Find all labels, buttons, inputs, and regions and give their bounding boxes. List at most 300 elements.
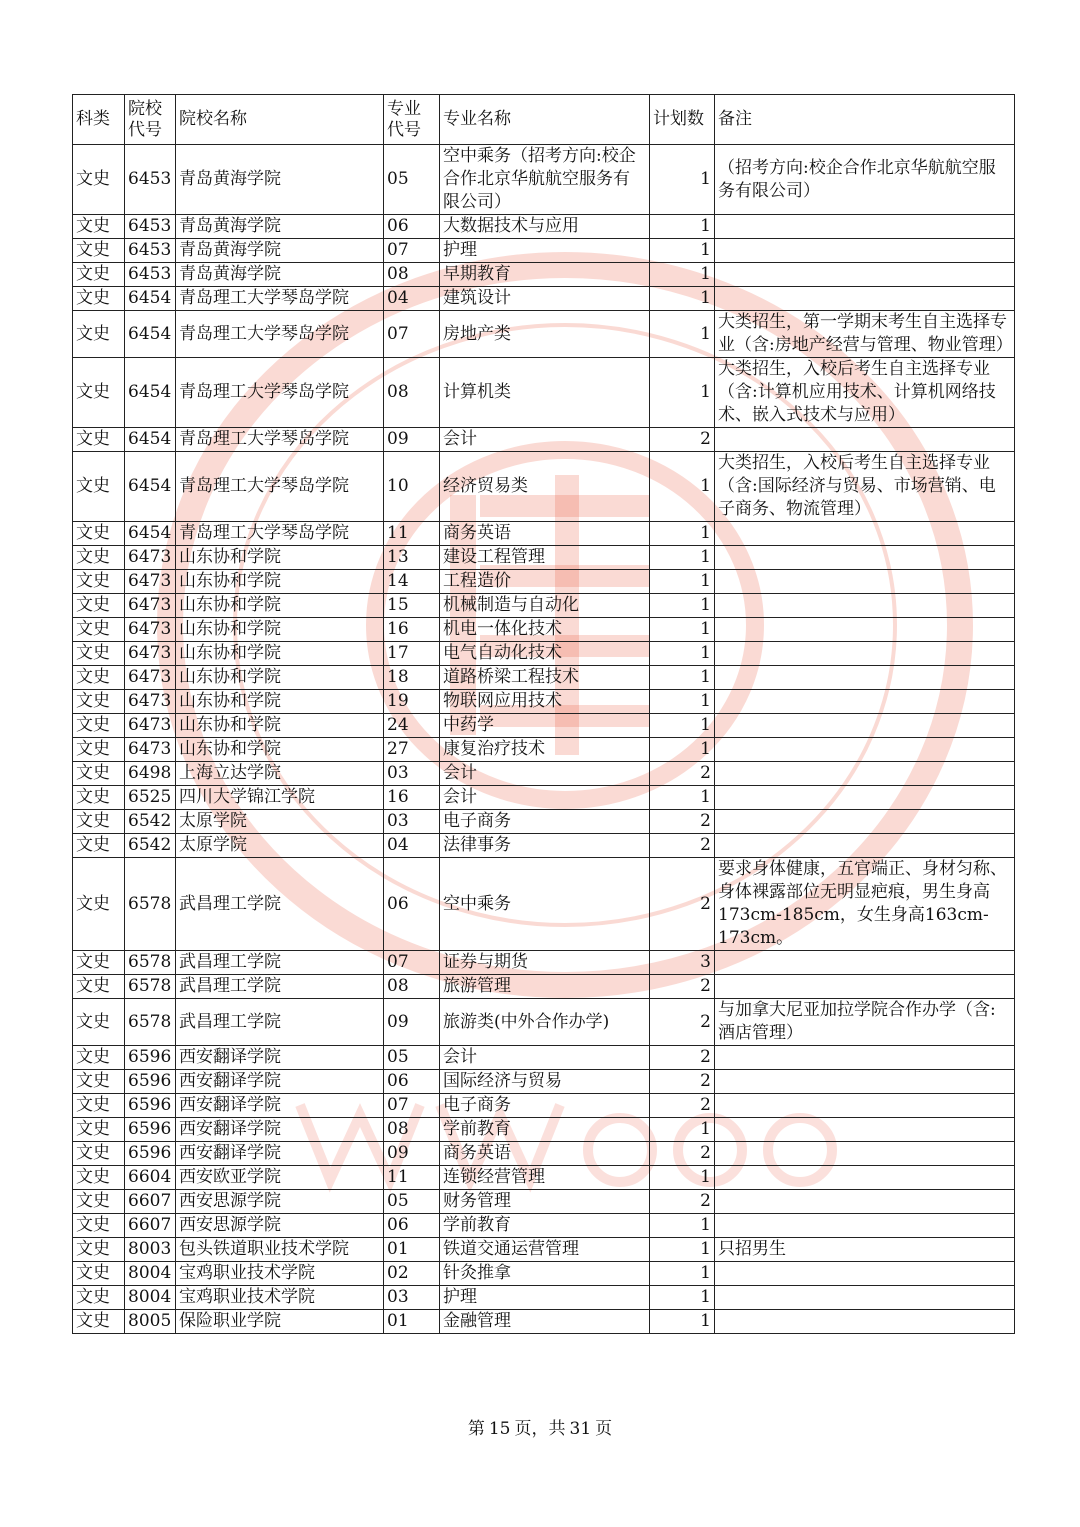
cell-major-name: 会计 <box>440 428 650 452</box>
header-major-code: 专业代号 <box>384 95 440 145</box>
cell-remarks <box>715 786 1015 810</box>
cell-category: 文史 <box>73 239 125 263</box>
cell-school-code: 6596 <box>125 1046 176 1070</box>
cell-major-code: 07 <box>384 1094 440 1118</box>
cell-category: 文史 <box>73 690 125 714</box>
cell-remarks <box>715 570 1015 594</box>
cell-category: 文史 <box>73 858 125 951</box>
cell-plan-count: 1 <box>650 690 715 714</box>
cell-school-name: 西安翻译学院 <box>176 1118 384 1142</box>
cell-major-code: 24 <box>384 714 440 738</box>
cell-remarks <box>715 762 1015 786</box>
cell-school-name: 包头铁道职业技术学院 <box>176 1238 384 1262</box>
cell-category: 文史 <box>73 263 125 287</box>
cell-school-code: 6473 <box>125 546 176 570</box>
cell-major-name: 建筑设计 <box>440 287 650 311</box>
cell-school-code: 6473 <box>125 618 176 642</box>
cell-category: 文史 <box>73 287 125 311</box>
cell-school-name: 山东协和学院 <box>176 690 384 714</box>
cell-major-code: 19 <box>384 690 440 714</box>
cell-major-name: 电子商务 <box>440 810 650 834</box>
cell-category: 文史 <box>73 618 125 642</box>
cell-major-name: 护理 <box>440 1286 650 1310</box>
table-row <box>73 145 1015 215</box>
cell-school-code: 6542 <box>125 834 176 858</box>
cell-plan-count: 1 <box>650 145 715 215</box>
table-row <box>73 594 1015 618</box>
table-row <box>73 1190 1015 1214</box>
cell-category: 文史 <box>73 1310 125 1334</box>
cell-school-code: 6578 <box>125 975 176 999</box>
cell-remarks: 要求身体健康，五官端正、身材匀称、身体裸露部位无明显疤痕，男生身高173cm-185cm，女生身高163cm-173cm。 <box>715 858 1015 951</box>
table-row <box>73 452 1015 522</box>
cell-school-name: 青岛理工大学琴岛学院 <box>176 287 384 311</box>
cell-school-name: 山东协和学院 <box>176 594 384 618</box>
cell-category: 文史 <box>73 546 125 570</box>
cell-major-name: 连锁经营管理 <box>440 1166 650 1190</box>
cell-remarks <box>715 1070 1015 1094</box>
table-row <box>73 714 1015 738</box>
cell-major-code: 06 <box>384 1070 440 1094</box>
table-row <box>73 1310 1015 1334</box>
table-row <box>73 1238 1015 1262</box>
cell-major-code: 06 <box>384 215 440 239</box>
cell-category: 文史 <box>73 452 125 522</box>
cell-remarks <box>715 239 1015 263</box>
cell-major-code: 07 <box>384 239 440 263</box>
cell-plan-count: 2 <box>650 834 715 858</box>
cell-plan-count: 1 <box>650 215 715 239</box>
cell-school-code: 6454 <box>125 358 176 428</box>
cell-major-code: 02 <box>384 1262 440 1286</box>
cell-school-name: 山东协和学院 <box>176 738 384 762</box>
cell-remarks <box>715 594 1015 618</box>
cell-major-name: 学前教育 <box>440 1118 650 1142</box>
cell-school-name: 宝鸡职业技术学院 <box>176 1286 384 1310</box>
page-footer <box>0 1414 1080 1439</box>
cell-school-code: 6578 <box>125 999 176 1046</box>
cell-school-code: 6473 <box>125 666 176 690</box>
cell-remarks <box>715 666 1015 690</box>
cell-school-name: 西安思源学院 <box>176 1214 384 1238</box>
cell-remarks: 大类招生，第一学期末考生自主选择专业（含:房地产经营与管理、物业管理） <box>715 311 1015 358</box>
cell-category: 文史 <box>73 1118 125 1142</box>
header-school-name: 院校名称 <box>176 95 384 145</box>
cell-major-name: 中药学 <box>440 714 650 738</box>
cell-school-code: 6607 <box>125 1190 176 1214</box>
cell-category: 文史 <box>73 594 125 618</box>
footer-suffix: 页 <box>595 1419 613 1439</box>
cell-major-name: 电气自动化技术 <box>440 642 650 666</box>
cell-remarks <box>715 810 1015 834</box>
cell-plan-count: 2 <box>650 1190 715 1214</box>
cell-plan-count: 1 <box>650 618 715 642</box>
header-remarks: 备注 <box>715 95 1015 145</box>
cell-major-name: 空中乘务 <box>440 858 650 951</box>
cell-plan-count: 1 <box>650 1262 715 1286</box>
cell-school-code: 6454 <box>125 522 176 546</box>
cell-major-name: 物联网应用技术 <box>440 690 650 714</box>
cell-major-name: 旅游管理 <box>440 975 650 999</box>
cell-remarks: 大类招生，入校后考生自主选择专业（含:国际经济与贸易、市场营销、电子商务、物流管理） <box>715 452 1015 522</box>
cell-school-code: 6525 <box>125 786 176 810</box>
cell-school-code: 8004 <box>125 1262 176 1286</box>
table-row <box>73 570 1015 594</box>
table-row <box>73 239 1015 263</box>
cell-remarks <box>715 1118 1015 1142</box>
cell-category: 文史 <box>73 570 125 594</box>
cell-remarks <box>715 975 1015 999</box>
cell-major-name: 机电一体化技术 <box>440 618 650 642</box>
table-row <box>73 762 1015 786</box>
cell-major-name: 会计 <box>440 1046 650 1070</box>
cell-major-code: 06 <box>384 858 440 951</box>
cell-major-name: 电子商务 <box>440 1094 650 1118</box>
cell-remarks <box>715 263 1015 287</box>
cell-school-code: 6473 <box>125 738 176 762</box>
cell-school-code: 6498 <box>125 762 176 786</box>
table-row <box>73 858 1015 951</box>
table-row <box>73 358 1015 428</box>
cell-remarks <box>715 546 1015 570</box>
cell-major-name: 证券与期货 <box>440 951 650 975</box>
cell-plan-count: 2 <box>650 428 715 452</box>
cell-school-name: 山东协和学院 <box>176 546 384 570</box>
cell-major-code: 09 <box>384 428 440 452</box>
table-row <box>73 522 1015 546</box>
cell-remarks <box>715 951 1015 975</box>
table-row <box>73 666 1015 690</box>
cell-plan-count: 1 <box>650 642 715 666</box>
cell-remarks <box>715 1094 1015 1118</box>
cell-major-code: 08 <box>384 358 440 428</box>
cell-major-code: 11 <box>384 522 440 546</box>
header-category: 科类 <box>73 95 125 145</box>
cell-school-name: 山东协和学院 <box>176 642 384 666</box>
cell-plan-count: 1 <box>650 287 715 311</box>
cell-plan-count: 2 <box>650 975 715 999</box>
cell-plan-count: 1 <box>650 311 715 358</box>
cell-major-name: 会计 <box>440 762 650 786</box>
cell-major-name: 经济贸易类 <box>440 452 650 522</box>
cell-remarks <box>715 1166 1015 1190</box>
cell-major-name: 工程造价 <box>440 570 650 594</box>
cell-plan-count: 1 <box>650 786 715 810</box>
admission-plan-table <box>72 94 1015 1334</box>
cell-plan-count: 1 <box>650 452 715 522</box>
cell-major-name: 国际经济与贸易 <box>440 1070 650 1094</box>
table-row <box>73 1118 1015 1142</box>
cell-school-name: 青岛理工大学琴岛学院 <box>176 452 384 522</box>
cell-major-code: 03 <box>384 810 440 834</box>
cell-major-code: 15 <box>384 594 440 618</box>
cell-category: 文史 <box>73 975 125 999</box>
cell-major-code: 09 <box>384 1142 440 1166</box>
cell-major-code: 17 <box>384 642 440 666</box>
cell-major-name: 旅游类(中外合作办学) <box>440 999 650 1046</box>
cell-category: 文史 <box>73 1286 125 1310</box>
cell-category: 文史 <box>73 642 125 666</box>
cell-major-name: 针灸推拿 <box>440 1262 650 1286</box>
cell-category: 文史 <box>73 762 125 786</box>
cell-remarks <box>715 1262 1015 1286</box>
table-row <box>73 287 1015 311</box>
table-row <box>73 618 1015 642</box>
cell-school-code: 6607 <box>125 1214 176 1238</box>
cell-plan-count: 1 <box>650 594 715 618</box>
footer-prefix: 第 <box>467 1419 485 1439</box>
cell-remarks <box>715 642 1015 666</box>
cell-school-name: 山东协和学院 <box>176 570 384 594</box>
cell-remarks <box>715 1142 1015 1166</box>
cell-remarks <box>715 690 1015 714</box>
footer-total-pages: 31 <box>569 1419 592 1439</box>
cell-category: 文史 <box>73 1190 125 1214</box>
table-row <box>73 1070 1015 1094</box>
cell-school-name: 西安欧亚学院 <box>176 1166 384 1190</box>
cell-category: 文史 <box>73 951 125 975</box>
cell-major-name: 道路桥梁工程技术 <box>440 666 650 690</box>
cell-major-name: 大数据技术与应用 <box>440 215 650 239</box>
footer-middle: 页，共 <box>514 1419 566 1439</box>
cell-major-name: 房地产类 <box>440 311 650 358</box>
cell-school-name: 宝鸡职业技术学院 <box>176 1262 384 1286</box>
cell-remarks <box>715 1310 1015 1334</box>
table-row <box>73 642 1015 666</box>
cell-category: 文史 <box>73 834 125 858</box>
cell-school-code: 6578 <box>125 858 176 951</box>
cell-category: 文史 <box>73 1094 125 1118</box>
cell-school-code: 6473 <box>125 690 176 714</box>
cell-school-code: 6542 <box>125 810 176 834</box>
cell-school-name: 山东协和学院 <box>176 666 384 690</box>
cell-plan-count: 1 <box>650 1118 715 1142</box>
cell-remarks: 与加拿大尼亚加拉学院合作办学（含:酒店管理） <box>715 999 1015 1046</box>
cell-plan-count: 2 <box>650 810 715 834</box>
cell-major-name: 康复治疗技术 <box>440 738 650 762</box>
cell-plan-count: 1 <box>650 666 715 690</box>
cell-plan-count: 1 <box>650 546 715 570</box>
cell-major-name: 商务英语 <box>440 522 650 546</box>
cell-major-code: 16 <box>384 618 440 642</box>
cell-major-code: 07 <box>384 311 440 358</box>
cell-school-code: 6596 <box>125 1142 176 1166</box>
cell-remarks: 大类招生，入校后考生自主选择专业（含:计算机应用技术、计算机网络技术、嵌入式技术与应用） <box>715 358 1015 428</box>
cell-major-code: 13 <box>384 546 440 570</box>
table-row <box>73 999 1015 1046</box>
cell-school-code: 6454 <box>125 287 176 311</box>
table-row <box>73 215 1015 239</box>
table-header-row <box>73 95 1015 145</box>
cell-school-code: 8003 <box>125 1238 176 1262</box>
cell-category: 文史 <box>73 1214 125 1238</box>
cell-school-name: 上海立达学院 <box>176 762 384 786</box>
cell-category: 文史 <box>73 738 125 762</box>
cell-major-code: 05 <box>384 1046 440 1070</box>
cell-remarks <box>715 738 1015 762</box>
cell-school-name: 保险职业学院 <box>176 1310 384 1334</box>
cell-plan-count: 2 <box>650 1094 715 1118</box>
cell-plan-count: 1 <box>650 1286 715 1310</box>
cell-category: 文史 <box>73 215 125 239</box>
cell-school-name: 山东协和学院 <box>176 618 384 642</box>
cell-category: 文史 <box>73 1262 125 1286</box>
cell-remarks <box>715 1046 1015 1070</box>
cell-major-code: 04 <box>384 834 440 858</box>
cell-school-name: 山东协和学院 <box>176 714 384 738</box>
cell-school-code: 6596 <box>125 1118 176 1142</box>
cell-plan-count: 1 <box>650 1166 715 1190</box>
cell-plan-count: 1 <box>650 1238 715 1262</box>
cell-plan-count: 1 <box>650 358 715 428</box>
cell-major-name: 金融管理 <box>440 1310 650 1334</box>
cell-school-code: 6596 <box>125 1094 176 1118</box>
cell-category: 文史 <box>73 358 125 428</box>
cell-major-name: 法律事务 <box>440 834 650 858</box>
cell-major-code: 09 <box>384 999 440 1046</box>
footer-page-number: 15 <box>488 1419 511 1439</box>
cell-school-code: 6473 <box>125 714 176 738</box>
cell-remarks <box>715 1190 1015 1214</box>
cell-major-code: 27 <box>384 738 440 762</box>
cell-category: 文史 <box>73 714 125 738</box>
cell-remarks <box>715 1286 1015 1310</box>
cell-major-code: 11 <box>384 1166 440 1190</box>
cell-school-code: 6454 <box>125 452 176 522</box>
table-row <box>73 1262 1015 1286</box>
table-row <box>73 975 1015 999</box>
table-row <box>73 1094 1015 1118</box>
cell-school-name: 青岛黄海学院 <box>176 145 384 215</box>
cell-school-name: 西安翻译学院 <box>176 1094 384 1118</box>
cell-school-name: 青岛理工大学琴岛学院 <box>176 428 384 452</box>
cell-school-code: 6454 <box>125 428 176 452</box>
cell-major-code: 01 <box>384 1238 440 1262</box>
cell-major-code: 07 <box>384 951 440 975</box>
table-row <box>73 738 1015 762</box>
cell-school-code: 6473 <box>125 594 176 618</box>
table-row <box>73 951 1015 975</box>
cell-category: 文史 <box>73 999 125 1046</box>
cell-plan-count: 1 <box>650 1310 715 1334</box>
cell-major-name: 机械制造与自动化 <box>440 594 650 618</box>
cell-school-code: 6454 <box>125 311 176 358</box>
cell-plan-count: 1 <box>650 570 715 594</box>
cell-remarks <box>715 714 1015 738</box>
cell-major-code: 08 <box>384 975 440 999</box>
cell-school-code: 6596 <box>125 1070 176 1094</box>
cell-plan-count: 2 <box>650 1142 715 1166</box>
cell-major-code: 16 <box>384 786 440 810</box>
table-row <box>73 786 1015 810</box>
table-row <box>73 1046 1015 1070</box>
cell-school-name: 武昌理工学院 <box>176 951 384 975</box>
table-row <box>73 810 1015 834</box>
cell-major-name: 建设工程管理 <box>440 546 650 570</box>
cell-school-name: 武昌理工学院 <box>176 858 384 951</box>
cell-plan-count: 2 <box>650 858 715 951</box>
cell-school-code: 6453 <box>125 215 176 239</box>
table-row <box>73 546 1015 570</box>
cell-school-code: 6473 <box>125 642 176 666</box>
cell-remarks <box>715 834 1015 858</box>
cell-school-name: 太原学院 <box>176 834 384 858</box>
table-row <box>73 1286 1015 1310</box>
cell-plan-count: 2 <box>650 762 715 786</box>
cell-school-name: 青岛理工大学琴岛学院 <box>176 522 384 546</box>
cell-remarks <box>715 428 1015 452</box>
cell-plan-count: 1 <box>650 522 715 546</box>
cell-major-code: 03 <box>384 1286 440 1310</box>
cell-school-code: 6453 <box>125 263 176 287</box>
cell-major-code: 05 <box>384 145 440 215</box>
cell-category: 文史 <box>73 311 125 358</box>
cell-major-name: 铁道交通运营管理 <box>440 1238 650 1262</box>
cell-major-code: 03 <box>384 762 440 786</box>
table-row <box>73 1142 1015 1166</box>
cell-major-code: 01 <box>384 1310 440 1334</box>
cell-school-name: 青岛黄海学院 <box>176 239 384 263</box>
cell-category: 文史 <box>73 522 125 546</box>
cell-major-name: 学前教育 <box>440 1214 650 1238</box>
cell-school-name: 西安翻译学院 <box>176 1046 384 1070</box>
cell-school-name: 四川大学锦江学院 <box>176 786 384 810</box>
cell-category: 文史 <box>73 1238 125 1262</box>
cell-remarks <box>715 618 1015 642</box>
cell-major-name: 商务英语 <box>440 1142 650 1166</box>
cell-category: 文史 <box>73 1166 125 1190</box>
header-school-code: 院校代号 <box>125 95 176 145</box>
cell-school-name: 西安翻译学院 <box>176 1142 384 1166</box>
cell-remarks <box>715 287 1015 311</box>
table-row <box>73 1214 1015 1238</box>
cell-plan-count: 3 <box>650 951 715 975</box>
cell-remarks: （招考方向:校企合作北京华航航空服务有限公司） <box>715 145 1015 215</box>
header-major-name: 专业名称 <box>440 95 650 145</box>
cell-category: 文史 <box>73 428 125 452</box>
cell-plan-count: 2 <box>650 999 715 1046</box>
cell-category: 文史 <box>73 1070 125 1094</box>
cell-major-code: 18 <box>384 666 440 690</box>
cell-major-code: 06 <box>384 1214 440 1238</box>
table-row <box>73 428 1015 452</box>
cell-major-code: 08 <box>384 263 440 287</box>
cell-remarks <box>715 522 1015 546</box>
cell-category: 文史 <box>73 1046 125 1070</box>
cell-school-code: 8004 <box>125 1286 176 1310</box>
cell-remarks <box>715 1214 1015 1238</box>
cell-plan-count: 2 <box>650 1046 715 1070</box>
table-row <box>73 311 1015 358</box>
cell-school-code: 6604 <box>125 1166 176 1190</box>
cell-plan-count: 2 <box>650 1070 715 1094</box>
table-row <box>73 1166 1015 1190</box>
cell-major-code: 10 <box>384 452 440 522</box>
cell-category: 文史 <box>73 1142 125 1166</box>
cell-plan-count: 1 <box>650 738 715 762</box>
cell-school-name: 武昌理工学院 <box>176 999 384 1046</box>
cell-major-name: 早期教育 <box>440 263 650 287</box>
cell-major-name: 计算机类 <box>440 358 650 428</box>
header-plan-count: 计划数 <box>650 95 715 145</box>
cell-plan-count: 1 <box>650 1214 715 1238</box>
cell-school-code: 6453 <box>125 145 176 215</box>
cell-remarks <box>715 215 1015 239</box>
cell-school-name: 太原学院 <box>176 810 384 834</box>
cell-category: 文史 <box>73 810 125 834</box>
cell-plan-count: 1 <box>650 714 715 738</box>
cell-major-code: 04 <box>384 287 440 311</box>
